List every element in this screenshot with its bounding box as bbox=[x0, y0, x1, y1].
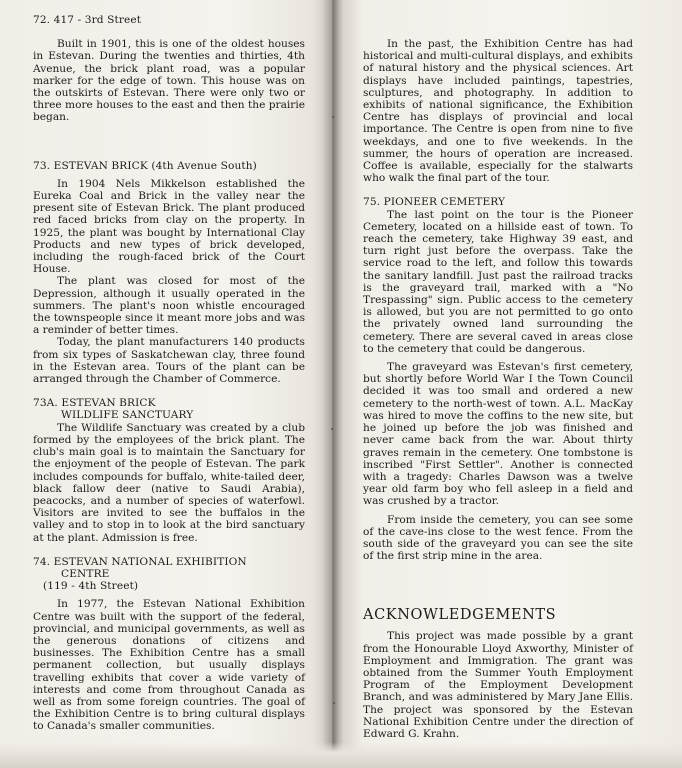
entry-72-text: Built in 1901, this is one of the oldest houses in Estevan. During the twenties and thirties, 4th Avenue, the brick plant road, was a popular marker for the edge of town. This house was on the outskirts of Estevan. There were only two or three more houses to the east and then the prairie began. bbox=[33, 38, 305, 124]
entry-73-paragraph-1: In 1904 Nels Mikkelson established the Eureka Coal and Brick in the valley near the present site of Estevan Brick. The plant produced red faced bricks from clay on the property. In 1925, the plant was bought by International Clay Products and new types of brick developed, including the rough-faced brick of the Court House. bbox=[33, 177, 305, 276]
entry-74-continued-text: In the past, the Exhibition Centre has had historical and multi-cultural displays, and exhibits of natural history and the physical sciences. Art displays have included paintings, tapestries, sculptures, and photography. In addition to exhibits of national significance, the Exhibition Centre has displays of provincial and local importance. The Centre is open from nine to five weekdays, and one to five weekends. In the summer, the hours of operation are increased. Coffee is available, especially for the stalwarts who walk the final part of the tour. bbox=[363, 38, 633, 185]
acknowledgements bbox=[363, 606, 633, 740]
entry-75-paragraph-3: From inside the cemetery, you can see some of the cave-ins close to the west fence. From the south side of the graveyard you can see the site of the first strip mine in the area. bbox=[363, 513, 633, 563]
entry-72 bbox=[33, 14, 305, 124]
entry-75 bbox=[363, 196, 633, 562]
entry-74-text: In 1977, the Estevan National Exhibition Centre was built with the support of the federal, provincial, and municipal governments, as well as the generous donations of citizens and businesses. The Exhibition Centre has a small permanent collection, but usually displays travelling exhibits that cover a wide variety of interests and come from throughout Canada as well as from some foreign countries. The goal of the Exhibition Centre is to bring cultural displays to Canada's smaller communities. bbox=[33, 598, 305, 733]
acknowledgements-text: This project was made possible by a grant from the Honourable Lloyd Axworthy, Minister of Employment and Immigration. The grant was obtained from the Summer Youth Employment Program of the Employment Development Branch, and was administered by Mary Jane Ellis. The project was sponsored by the Estevan National Exhibition Centre under the direction of Edward G. Krahn. bbox=[363, 630, 633, 740]
entry-73a-text: The Wildlife Sanctuary was created by a club formed by the employees of the brick plant. The club's main goal is to maintain the Sanctuary for the enjoyment of the people of Estevan. The park includes compounds for buffalo, white-tailed deer, black fallow deer (native to Saudi Arabia), peacocks, and a number of species of waterfowl. Visitors are invited to see the buffalos in the valley and to stop in to look at the bird sanctuary at the plant. Admission is free. bbox=[33, 421, 305, 544]
entry-73-paragraph-3: Today, the plant manufacturers 140 products from six types of Saskatchewan clay, three found in the Estevan area. Tours of the plant can be arranged through the Chamber of Commerce. bbox=[33, 336, 305, 386]
entry-74-continued bbox=[363, 38, 633, 184]
binding-mark bbox=[333, 702, 335, 704]
entry-75-paragraph-2: The graveyard was Estevan's first cemetery, but shortly before World War I the Town Council decided it was too small and ordered a new cemetery to the north-west of town. A.L. MacKay was hired to move the coffins to the new site, but he joined up before the job was finished and never came back from the war. About thirty graves remain in the cemetery. One tombstone is inscribed "First Settler". Another is connected with a tragedy: Charles Dawson was a twelve year old farm boy who fell asleep in a field and was crushed by a tractor. bbox=[363, 361, 633, 508]
entry-72-heading: 72. 417 - 3rd Street bbox=[33, 14, 142, 26]
right-page bbox=[332, 0, 682, 768]
entry-73a-heading-line-2: WILDLIFE SANCTUARY bbox=[61, 409, 194, 422]
page-bottom-edge bbox=[0, 742, 682, 768]
entry-74-heading bbox=[33, 556, 305, 593]
acknowledgements-title: ACKNOWLEDGEMENTS bbox=[363, 607, 557, 624]
entry-75-paragraph-1: The last point on the tour is the Pioneer Cemetery, located on a hillside east of town. To reach the cemetery, take Highway 39 east, and turn right just before the overpass. Take the service road to the left, and follow this towards the sanitary landfill. Just past the railroad tracks is the graveyard trail, marked with a "No Trespassing" sign. Public access to the cemetery is allowed, but you are not permitted to go onto the privately owned land surrounding the cemetery. There are several caved in areas close to the cemetery that could be dangerous. bbox=[363, 208, 633, 355]
left-page bbox=[0, 0, 332, 768]
entry-73-paragraph-2: The plant was closed for most of the Depression, although it usually operated in the summers. The plant's noon whistle encouraged the townspeople since it meant more jobs and was a reminder of better times. bbox=[33, 275, 305, 337]
binding-mark bbox=[331, 428, 333, 430]
entry-73a-heading bbox=[33, 397, 305, 421]
entry-73a bbox=[33, 397, 305, 543]
entry-75-heading: 75. PIONEER CEMETERY bbox=[363, 196, 506, 209]
entry-73 bbox=[33, 160, 305, 386]
entry-74-heading-line-2: CENTRE bbox=[61, 567, 110, 580]
entry-73a-heading-line-1: 73A. ESTEVAN BRICK bbox=[33, 397, 156, 410]
right-column bbox=[363, 38, 633, 740]
left-column bbox=[33, 14, 305, 733]
entry-74-heading-line-1: 74. ESTEVAN NATIONAL EXHIBITION bbox=[33, 555, 247, 568]
entry-73-heading: 73. ESTEVAN BRICK (4th Avenue South) bbox=[33, 159, 257, 172]
entry-74-address: (119 - 4th Street) bbox=[43, 580, 139, 593]
binding-mark bbox=[332, 116, 334, 118]
entry-74 bbox=[33, 556, 305, 733]
